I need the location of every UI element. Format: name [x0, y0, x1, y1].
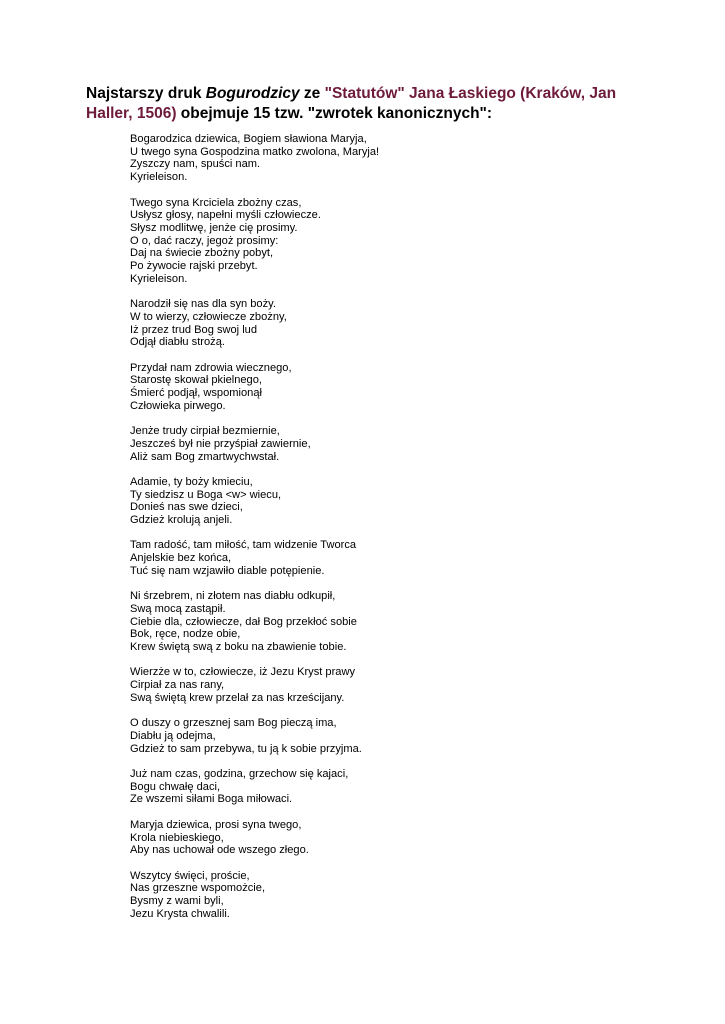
poem-line: Bysmy z wami byli,	[130, 895, 224, 907]
poem-line: Nas grzeszne wspomożcie,	[130, 882, 266, 895]
heading-title-italic: Bogurodzicy	[205, 85, 300, 102]
poem-line: Tuć się nam wzjawiło diable potępienie.	[130, 564, 325, 577]
poem-line: O duszy o grzesznej sam Bog pieczą ima,	[130, 717, 337, 730]
poem-stanza	[130, 476, 610, 527]
poem-line: Bok, ręce, nodze obie,	[130, 628, 241, 641]
document-heading	[86, 84, 646, 124]
poem-line: Swą świętą krew przelał za nas krześcijany.	[130, 691, 345, 704]
poem-line: Słysz modlitwę, jenże cię prosimy.	[130, 221, 298, 234]
heading-text-3: obejmuje 15 tzw. "zwrotek kanonicznych":	[176, 105, 493, 122]
poem-line: Wszytcy święci, proście,	[130, 869, 250, 882]
poem-line: Maryja dziewica, prosi syna twego,	[130, 818, 302, 831]
poem-line: O o, dać raczy, jegoż prosimy:	[130, 234, 279, 247]
poem-line: Bogarodzica dziewica, Bogiem sławiona Maryja,	[130, 133, 367, 145]
poem-stanza	[130, 590, 610, 654]
poem-stanza	[130, 362, 610, 413]
poem-line: Diabłu ją odejma,	[130, 729, 216, 742]
poem-line: Gdzież krolują anjeli.	[130, 514, 233, 527]
poem-line: Aby nas uchował ode wszego złego.	[130, 844, 309, 857]
poem-line: Ty siedzisz u Boga <w> wiecu,	[130, 488, 282, 501]
poem-stanza	[130, 819, 610, 857]
poem-line: Odjął diabłu strożą.	[130, 336, 225, 349]
poem-line: Narodził się nas dla syn boży.	[130, 298, 276, 311]
poem-line: Swą mocą zastąpił.	[130, 602, 226, 615]
poem-stanza	[130, 870, 610, 921]
poem-line: Aliż sam Bog zmartwychwstał.	[130, 450, 280, 463]
poem-line: Przydał nam zdrowia wiecznego,	[130, 361, 292, 374]
poem-line: Twego syna Krciciela zbożny czas,	[130, 196, 302, 209]
poem-line: Krew świętą swą z boku na zbawienie tobie.	[130, 641, 347, 654]
poem-line: Usłysz głosy, napełni myśli człowiecze.	[130, 209, 321, 222]
poem-line: Cirpiał za nas rany,	[130, 679, 225, 692]
poem-stanza	[130, 768, 610, 806]
poem-stanza	[130, 666, 610, 704]
poem-line: Adamie, ty boży kmieciu,	[130, 475, 253, 488]
poem-stanza	[130, 298, 610, 349]
poem-line: Już nam czas, godzina, grzechow się kajaci,	[130, 768, 349, 780]
heading-text-2: ze	[299, 85, 325, 102]
poem-line: Jenże trudy cirpiał bezmiernie,	[130, 425, 280, 438]
poem-line: Daj na świecie zbożny pobyt,	[130, 247, 274, 260]
poem-line: Człowieka pirwego.	[130, 399, 226, 412]
poem-line: Kyrieleison.	[130, 272, 188, 285]
poem-line: Zyszczy nam, spuści nam.	[130, 158, 261, 171]
poem-line: Jezu Krysta chwalili.	[130, 907, 230, 920]
poem-line: Ni śrzebrem, ni złotem nas diabłu odkupił,	[130, 590, 336, 603]
poem-stanza	[130, 425, 610, 463]
poem-line: Tam radość, tam miłość, tam widzenie Tworca	[130, 539, 357, 552]
poem-line: Anjelskie bez końca,	[130, 552, 232, 565]
poem-line: W to wierzy, człowiecze zbożny,	[130, 310, 287, 323]
poem-stanza	[130, 539, 610, 577]
poem-line: Iż przez trud Bog swoj lud	[130, 323, 258, 336]
poem-line: Śmierć podjął, wspomionął	[130, 387, 262, 400]
poem-line: Ze wszemi siłami Boga miłowaci.	[130, 793, 293, 806]
heading-source-link[interactable]: "Statutów" Jana Łaskiego (Kraków, Jan Haller, 1506)	[86, 85, 617, 122]
poem-line: Kyrieleison.	[130, 171, 188, 184]
poem-line: Donieś nas swe dzieci,	[130, 501, 243, 514]
poem-stanza	[130, 717, 610, 755]
poem-line: Bogu chwałę daci,	[130, 780, 221, 793]
poem-line: Ciebie dla, człowiecze, dał Bog przekłoć sobie	[130, 615, 357, 628]
poem-line: Starostę skował pkielnego,	[130, 374, 262, 387]
poem-body	[130, 133, 610, 933]
poem-stanza	[130, 133, 610, 184]
poem-line: Wierzże w to, człowiecze, iż Jezu Kryst prawy	[130, 666, 356, 679]
poem-line: Gdzież to sam przebywa, tu ją k sobie przyjma.	[130, 742, 362, 755]
heading-text-1: Najstarszy druk	[86, 85, 206, 102]
poem-line: U twego syna Gospodzina matko zwolona, Maryja!	[130, 145, 380, 158]
poem-stanza	[130, 197, 610, 286]
poem-line: Po żywocie rajski przebyt.	[130, 260, 258, 273]
poem-line: Jeszcześ był nie przyśpiał zawiernie,	[130, 437, 311, 450]
poem-line: Krola niebieskiego,	[130, 831, 224, 844]
